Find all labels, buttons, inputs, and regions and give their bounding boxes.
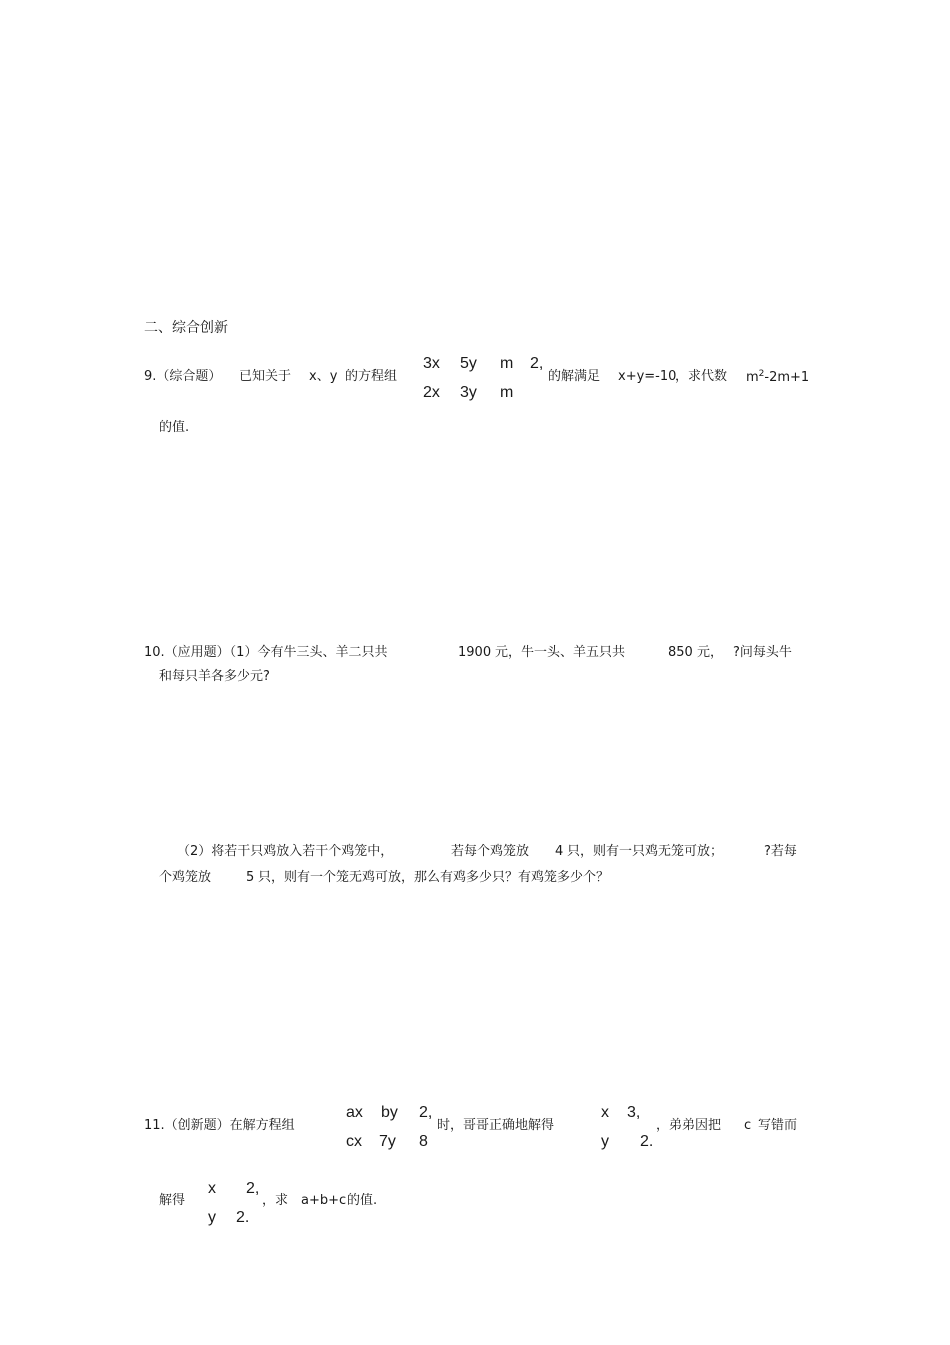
q11-sol2-y-value: 2. bbox=[236, 1209, 250, 1226]
q10-part2-n2: 5 bbox=[246, 870, 255, 885]
q11-text-1: 时，哥哥正确地解得 bbox=[437, 1118, 555, 1133]
q9-eq1-term4: 2, bbox=[530, 355, 544, 372]
q10-value-1: 1900 bbox=[458, 645, 492, 660]
q11-expression: a+b+c bbox=[301, 1193, 347, 1208]
q11-sol1-x: x bbox=[601, 1104, 609, 1121]
q10-text-3: ?问每头牛 bbox=[733, 645, 792, 660]
q9-expr-exponent: 2 bbox=[758, 369, 765, 379]
q9-expr-m: m bbox=[746, 370, 759, 385]
section-heading: 二、综合创新 bbox=[144, 320, 228, 336]
q9-ask: ，求代数 bbox=[675, 369, 728, 384]
q10-line-2: 和每只羊各多少元? bbox=[159, 669, 270, 684]
q9-lead: 已知关于 bbox=[239, 369, 292, 384]
q11-eq1-term3: 2, bbox=[419, 1104, 433, 1121]
q9-mid: 的方程组 bbox=[345, 369, 398, 384]
q10-part2-c: 只，则有一只鸡无笼可放； bbox=[567, 844, 724, 859]
q11-sol1-y-value: 2. bbox=[640, 1133, 654, 1150]
q10-part2-line2-b: 只，则有一个笼无鸡可放，那么有鸡多少只？有鸡笼多少个？ bbox=[258, 870, 610, 885]
q11-sol2-x-value: 2, bbox=[246, 1180, 260, 1197]
q11-sol2-x: x bbox=[208, 1180, 216, 1197]
q9-condition-text: 的解满足 bbox=[548, 369, 601, 384]
q10-part2-line2-a: 个鸡笼放 bbox=[159, 870, 212, 885]
q10-text-2: 元， bbox=[697, 645, 724, 660]
q11-text-3: 写错而 bbox=[758, 1118, 798, 1133]
q10-part2-b: 若每个鸡笼放 bbox=[451, 844, 530, 859]
q11-sol2-y: y bbox=[208, 1209, 216, 1226]
q11-sol1-y: y bbox=[601, 1133, 609, 1150]
q11-eq2-term2: 7y bbox=[379, 1133, 396, 1150]
q10-part2-d: ?若每 bbox=[764, 844, 797, 859]
q11-eq1-term1: ax bbox=[346, 1104, 363, 1121]
q10-part2-a: （2）将若干只鸡放入若干个鸡笼中， bbox=[177, 844, 394, 859]
q10-text-1: 元，牛一头、羊五只共 bbox=[495, 645, 626, 660]
q11-text-5: ，求 bbox=[262, 1193, 289, 1208]
q11-c-variable: c bbox=[744, 1118, 752, 1133]
q9-expr-rest: -2m+1 bbox=[764, 370, 810, 385]
q10-part2-n1: 4 bbox=[555, 844, 564, 859]
q9-eq2-term3: m bbox=[500, 384, 514, 401]
q9-label: 9.（综合题） bbox=[144, 369, 222, 384]
q11-eq1-term2: by bbox=[381, 1104, 398, 1121]
q9-expression bbox=[746, 370, 809, 384]
q9-eq2-term1: 2x bbox=[423, 384, 440, 401]
q11-eq2-term1: cx bbox=[346, 1133, 362, 1150]
q11-eq2-term3: 8 bbox=[419, 1133, 428, 1150]
q11-text-2: ，弟弟因把 bbox=[656, 1118, 722, 1133]
q11-label: 11.（创新题）在解方程组 bbox=[144, 1118, 295, 1133]
q9-tail: 的值. bbox=[159, 420, 190, 435]
q11-sol1-x-value: 3, bbox=[627, 1104, 641, 1121]
q10-value-2: 850 bbox=[668, 645, 693, 660]
q9-eq1-term1: 3x bbox=[423, 355, 440, 372]
q9-eq2-term2: 3y bbox=[460, 384, 477, 401]
q9-vars: x、y bbox=[309, 369, 338, 384]
q10-label: 10.（应用题）（1）今有牛三头、羊二只共 bbox=[144, 645, 388, 660]
q11-text-6: 的值. bbox=[347, 1193, 378, 1208]
q9-condition-expr: x+y=-10 bbox=[618, 369, 677, 384]
q9-eq1-term3: m bbox=[500, 355, 514, 372]
q11-text-4: 解得 bbox=[159, 1193, 186, 1208]
q9-eq1-term2: 5y bbox=[460, 355, 477, 372]
